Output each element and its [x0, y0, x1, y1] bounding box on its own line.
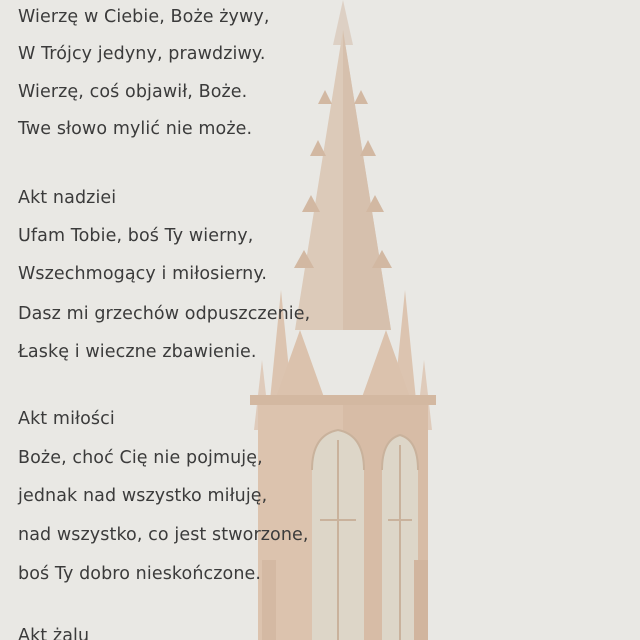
love-line-4: boś Ty dobro nieskończone.	[18, 564, 262, 584]
faith-line-1: Wierzę w Ciebie, Boże żywy,	[18, 7, 270, 27]
love-line-3: nad wszystko, co jest stworzone,	[18, 525, 309, 545]
hope-title: Akt nadziei	[18, 188, 117, 208]
love-title: Akt miłości	[18, 409, 115, 429]
love-line-1: Boże, choć Cię nie pojmuję,	[18, 448, 263, 468]
faith-line-4: Twe słowo mylić nie może.	[18, 119, 253, 139]
hope-line-3: Dasz mi grzechów odpuszczenie,	[18, 304, 311, 324]
hope-line-4: Łaskę i wieczne zbawienie.	[18, 342, 257, 362]
hope-line-1: Ufam Tobie, boś Ty wierny,	[18, 226, 254, 246]
faith-line-2: W Trójcy jedyny, prawdziwy.	[18, 44, 266, 64]
faith-line-3: Wierzę, coś objawił, Boże.	[18, 82, 248, 102]
contrition-title: Akt żalu	[18, 626, 90, 640]
love-line-2: jednak nad wszystko miłuję,	[18, 486, 268, 506]
hope-line-2: Wszechmogący i miłosierny.	[18, 264, 267, 284]
